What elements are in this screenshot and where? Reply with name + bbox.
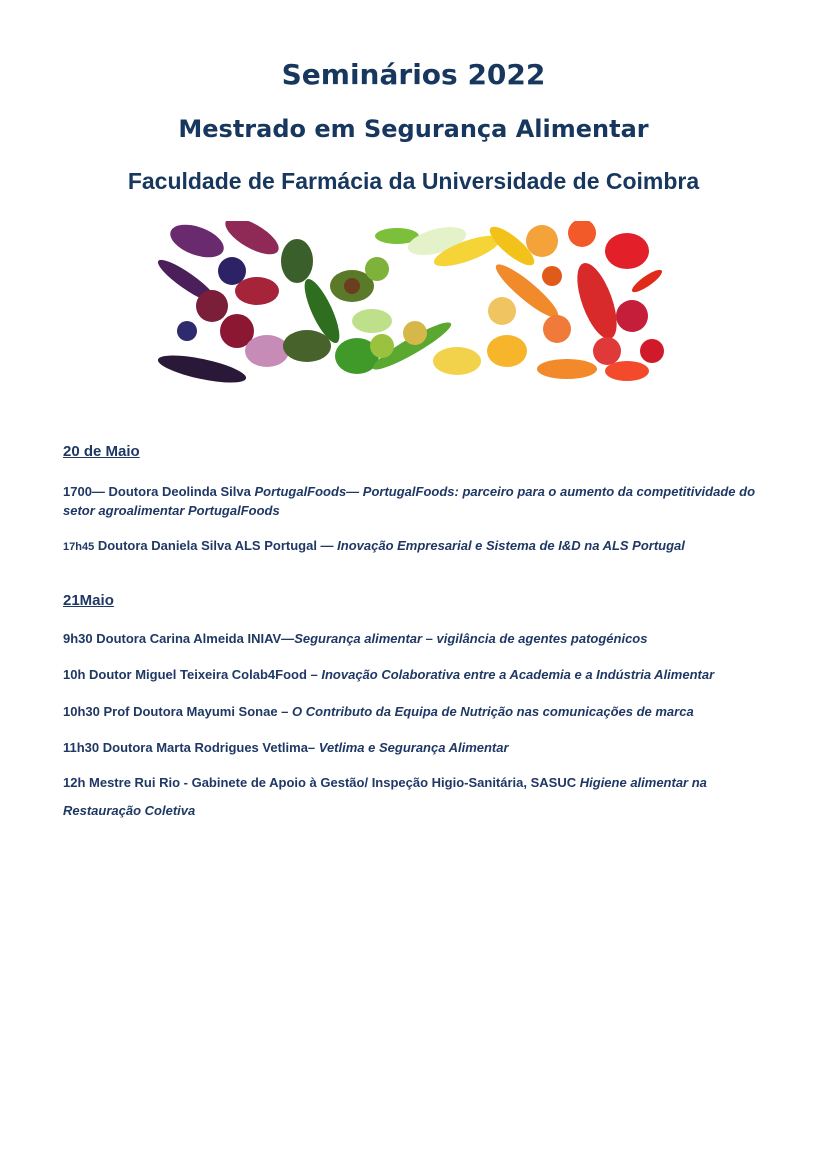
entry-title: Inovação Colaborativa entre a Academia e a Indústria Alimentar: [321, 667, 715, 682]
entry-title: Vetlima e Segurança Alimentar: [318, 740, 509, 755]
schedule-entry: [63, 769, 763, 825]
entry-speaker: Prof Doutora Mayumi Sonae –: [99, 704, 293, 719]
schedule-entry: [63, 738, 763, 757]
program-subtitle: Mestrado em Segurança Alimentar: [178, 115, 649, 143]
vegetables-banner-image: [157, 221, 670, 384]
entry-speaker: Doutora Carina Almeida INIAV—: [92, 631, 295, 646]
entry-title: Inovação Empresarial e Sistema de I&D na ALS Portugal: [337, 538, 685, 553]
entry-title: Segurança alimentar – vigilância de agentes patogénicos: [294, 631, 648, 646]
entry-time: 10h: [63, 667, 86, 682]
schedule-entry: [63, 482, 763, 520]
entry-title: Higiene alimentar na Restauração Coletiva: [63, 775, 707, 818]
page-title: Seminários 2022: [281, 58, 546, 91]
entry-time: 10h30: [63, 704, 100, 719]
entry-time: 11h30: [63, 740, 100, 755]
entry-title: O Contributo da Equipa de Nutrição nas comunicações de marca: [292, 704, 694, 719]
day-heading-20-maio: 20 de Maio: [63, 443, 140, 460]
entry-speaker: Doutor Miguel Teixeira Colab4Food –: [85, 667, 322, 682]
entry-speaker: Doutora Marta Rodrigues Vetlima–: [99, 740, 319, 755]
day-heading-21-maio: 21Maio: [63, 592, 114, 609]
entry-speaker: Doutora Deolinda Silva: [104, 484, 255, 499]
entry-title: PortugalFoods— PortugalFoods: parceiro para o aumento da competitividade do setor agroalimentar PortugalFoods: [63, 484, 756, 518]
institution-name: Faculdade de Farmácia da Universidade de Coimbra: [127, 168, 700, 194]
schedule-entry: [63, 665, 763, 684]
entry-time: 1700—: [63, 484, 105, 499]
schedule-entry: [63, 629, 763, 648]
entry-speaker: Doutora Daniela Silva ALS Portugal —: [94, 538, 338, 553]
schedule-entry: [63, 702, 763, 721]
entry-speaker: Mestre Rui Rio - Gabinete de Apoio à Gestão/ Inspeção Higio-Sanitária, SASUC: [85, 775, 580, 790]
entry-time: 9h30: [63, 631, 93, 646]
entry-time: 17h45: [63, 541, 95, 553]
schedule-entry: [63, 536, 763, 557]
entry-time: 12h: [63, 775, 86, 790]
